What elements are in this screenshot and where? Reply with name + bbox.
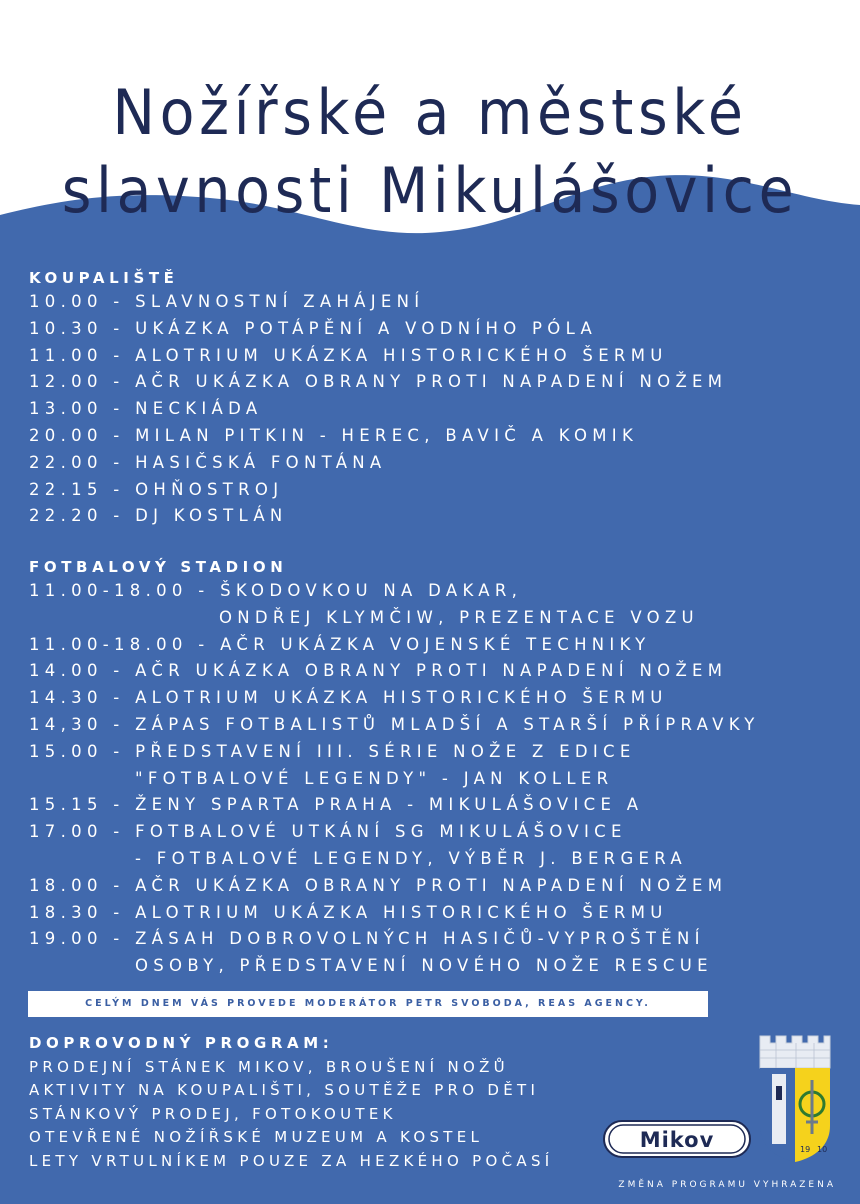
- schedule-item: [29, 739, 760, 766]
- title-line-1: Nožířské a městské: [112, 75, 748, 149]
- schedule-item: [29, 819, 760, 846]
- schedule-item-text: 14.30 - ALOTRIUM UKÁZKA HISTORICKÉHO ŠERMU: [29, 688, 668, 708]
- section-heading-stadion: FOTBALOVÝ STADION: [29, 558, 288, 576]
- schedule-item-text: 10.30 - UKÁZKA POTÁPĚNÍ A VODNÍHO PÓLA: [29, 318, 598, 338]
- schedule-item: [29, 477, 727, 504]
- schedule-item-text: 14,30 - ZÁPAS FOTBALISTŮ MLADŠÍ A STARŠÍ PŘÍPRAVKY: [29, 714, 760, 734]
- accompanying-item: AKTIVITY NA KOUPALIŠTI, SOUTĚŽE PRO DĚTI: [29, 1081, 540, 1100]
- moderator-notice: CELÝM DNEM VÁS PROVEDE MODERÁTOR PETR SVOBODA, REAS AGENCY.: [28, 991, 708, 1017]
- section-stadion: [29, 556, 760, 980]
- schedule-item-continuation: OSOBY, PŘEDSTAVENÍ NOVÉHO NOŽE RESCUE: [135, 956, 713, 976]
- schedule-item: [29, 396, 727, 423]
- schedule-item-continuation: - FOTBALOVÉ LEGENDY, VÝBĚR J. BERGERA: [135, 848, 687, 868]
- schedule-item: [29, 926, 760, 953]
- section-koupaliste: [29, 267, 727, 530]
- section-heading-accompanying: DOPROVODNÝ PROGRAM:: [29, 1034, 334, 1052]
- schedule-item-text: 20.00 - MILAN PITKIN - HEREC, BAVIČ A KOMIK: [29, 425, 639, 445]
- schedule-item-text: 22.20 - DJ KOSTLÁN: [29, 506, 288, 526]
- schedule-item-text: 13.00 - NECKIÁDA: [29, 399, 263, 419]
- schedule-item: [29, 712, 760, 739]
- schedule-item-text: 18.00 - AČR UKÁZKA OBRANY PROTI NAPADENÍ NOŽEM: [29, 875, 728, 895]
- schedule-item-continuation: ONDŘEJ KLYMČIW, PREZENTACE VOZU: [219, 607, 699, 627]
- schedule-item: [29, 289, 727, 316]
- schedule-item: [29, 423, 727, 450]
- schedule-item: [29, 658, 760, 685]
- schedule-item-continuation: "FOTBALOVÉ LEGENDY" - JAN KOLLER: [135, 768, 614, 788]
- schedule-item-text: 15.00 - PŘEDSTAVENÍ III. SÉRIE NOŽE Z EDICE: [29, 741, 636, 761]
- schedule-item: [29, 900, 760, 927]
- section-accompanying: [29, 1032, 554, 1173]
- program-change-notice: ZMĚNA PROGRAMU VYHRAZENA: [618, 1180, 836, 1190]
- schedule-item-text: 12.00 - AČR UKÁZKA OBRANY PROTI NAPADENÍ NOŽEM: [29, 372, 728, 392]
- schedule-item: [29, 369, 727, 396]
- accompanying-list: [29, 1056, 554, 1173]
- logo-text: Mikov: [639, 1128, 715, 1152]
- schedule-item: [29, 632, 760, 659]
- accompanying-item: OTEVŘENÉ NOŽÍŘSKÉ MUZEUM A KOSTEL: [29, 1128, 484, 1147]
- schedule-item: [29, 503, 727, 530]
- schedule-item: [29, 343, 727, 370]
- schedule-item: [29, 873, 760, 900]
- schedule-item-text: 15.15 - ŽENY SPARTA PRAHA - MIKULÁŠOVICE A: [29, 795, 644, 815]
- schedule-item: [29, 685, 760, 712]
- schedule-item-text: 22.00 - HASIČSKÁ FONTÁNA: [29, 452, 387, 472]
- schedule-item: [29, 450, 727, 477]
- schedule-item: [29, 578, 760, 605]
- title-line-2: slavnosti Mikulášovice: [61, 153, 799, 227]
- schedule-item-text: 14.00 - AČR UKÁZKA OBRANY PROTI NAPADENÍ NOŽEM: [29, 661, 728, 681]
- koupaliste-schedule: [29, 289, 727, 530]
- schedule-item-text: 19.00 - ZÁSAH DOBROVOLNÝCH HASIČŮ-VYPROŠTĚNÍ: [29, 929, 705, 949]
- crest-year-right: 10: [817, 1145, 828, 1154]
- schedule-item-text: 17.00 - FOTBALOVÉ UTKÁNÍ SG MIKULÁŠOVICE: [29, 822, 627, 842]
- event-title: [34, 74, 825, 230]
- accompanying-item: STÁNKOVÝ PRODEJ, FOTOKOUTEK: [29, 1104, 397, 1123]
- schedule-item-text: 11.00-18.00 - AČR UKÁZKA VOJENSKÉ TECHNIKY: [29, 634, 651, 654]
- schedule-item: [29, 316, 727, 343]
- section-heading-koupaliste: KOUPALIŠTĚ: [29, 269, 179, 287]
- schedule-item-text: 11.00 - ALOTRIUM UKÁZKA HISTORICKÉHO ŠERMU: [29, 345, 668, 365]
- accompanying-item: PRODEJNÍ STÁNEK MIKOV, BROUŠENÍ NOŽŮ: [29, 1058, 509, 1076]
- stadion-schedule: [29, 578, 760, 980]
- schedule-item-text: 18.30 - ALOTRIUM UKÁZKA HISTORICKÉHO ŠERMU: [29, 902, 668, 922]
- accompanying-item: LETY VRTULNÍKEM POUZE ZA HEZKÉHO POČASÍ: [29, 1151, 554, 1170]
- schedule-item: [29, 792, 760, 819]
- crest-year-left: 19: [800, 1145, 811, 1154]
- mikov-logo-icon: [602, 1118, 752, 1160]
- schedule-item-text: 22.15 - OHŇOSTROJ: [29, 479, 284, 499]
- coat-of-arms-icon: [756, 1034, 834, 1164]
- schedule-item-text: 10.00 - SLAVNOSTNÍ ZAHÁJENÍ: [29, 292, 425, 311]
- schedule-item-text: 11.00-18.00 - ŠKODOVKOU NA DAKAR,: [29, 581, 523, 600]
